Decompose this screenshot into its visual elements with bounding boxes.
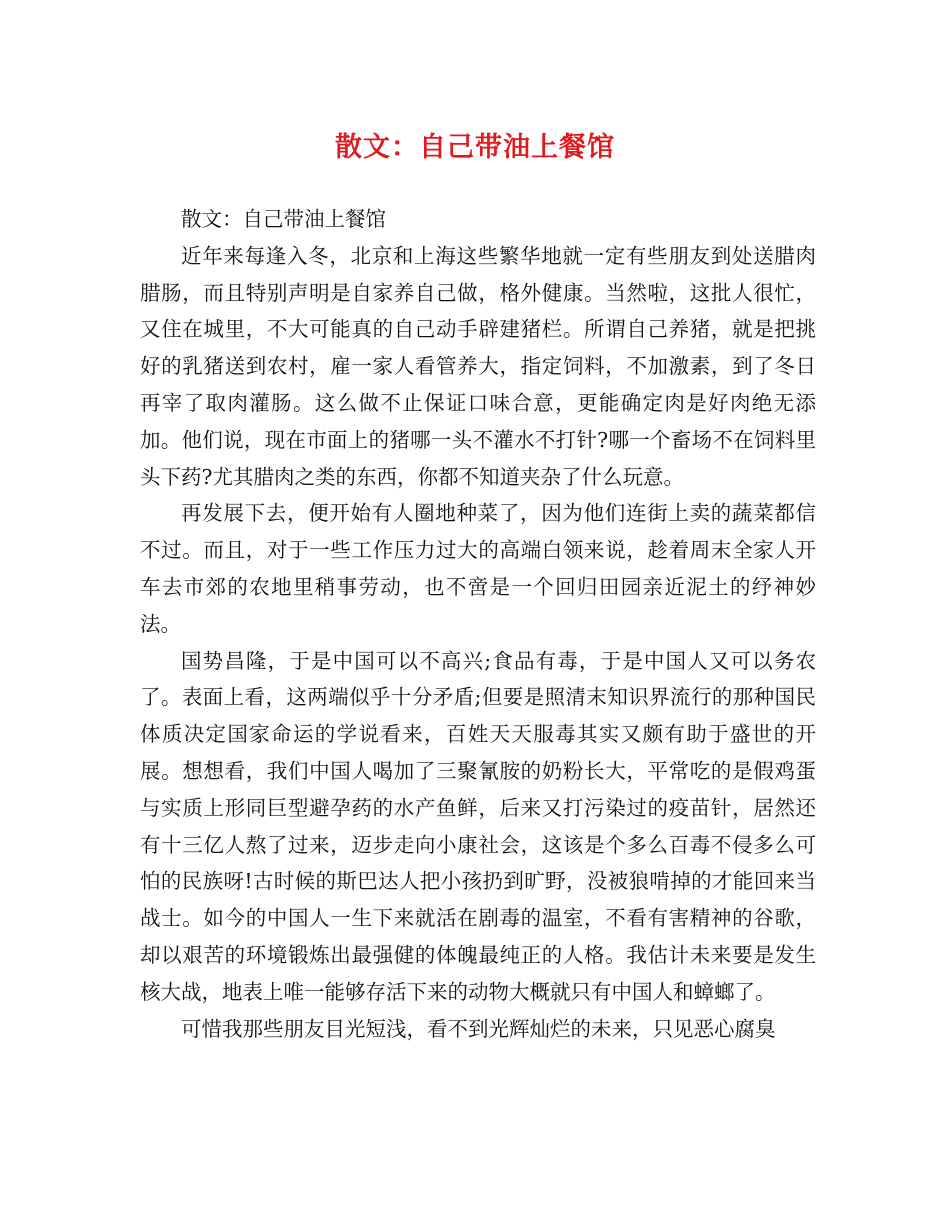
paragraph-1: 散文：自己带油上餐馆 bbox=[181, 207, 386, 231]
paragraph-2: 近年来每逢入冬，北京和上海这些繁华地就一定有些朋友到处送腊肉腊肠，而且特别声明是自家养自己做，格外健康。当然啦，这批人很忙，又住在城里，不大可能真的自己动手辟建猪栏。所谓自己养猪，就是把挑好的乳猪送到农村，雇一家人看管养大，指定饲料，不加激素，到了冬日再宰了取肉灌肠。这么做不止保证口味合意，更能确定肉是好肉绝无添加。他们说，现在市面上的猪哪一头不灌水不打针?哪一个畜场不在饲料里头下药?尤其腊肉之类的东西，你都不知道夹杂了什么玩意。 bbox=[140, 243, 816, 489]
document-body bbox=[140, 201, 816, 1047]
paragraph-4: 国势昌隆，于是中国可以不高兴;食品有毒，于是中国人又可以务农了。表面上看，这两端似乎十分矛盾;但要是照清末知识界流行的那种国民体质决定国家命运的学说看来，百姓天天服毒其实又颇有助于盛世的开展。想想看，我们中国人喝加了三聚氰胺的奶粉长大，平常吃的是假鸡蛋与实质上形同巨型避孕药的水产鱼鲜，后来又打污染过的疫苗针，居然还有十三亿人熬了过来，迈步走向小康社会，这该是个多么百毒不侵多么可怕的民族呀!古时候的斯巴达人把小孩扔到旷野，没被狼啃掉的才能回来当战士。如今的中国人一生下来就活在剧毒的温室，不看有害精神的谷歌，却以艰苦的环境锻炼出最强健的体魄最纯正的人格。我估计未来要是发生核大战，地表上唯一能够存活下来的动物大概就只有中国人和蟑螂了。 bbox=[140, 648, 816, 1004]
document-title: 散文：自己带油上餐馆 bbox=[335, 132, 615, 163]
paragraph-5: 可惜我那些朋友目光短浅，看不到光辉灿烂的未来，只见恶心腐臭 bbox=[181, 1016, 776, 1041]
paragraph-3: 再发展下去，便开始有人圈地种菜了，因为他们连街上卖的蔬菜都信不过。而且，对于一些工作压力过大的高端白领来说，趁着周末全家人开车去市郊的农地里稍事劳动，也不啻是一个回归田园亲近泥土的纾神妙法。 bbox=[140, 501, 816, 636]
